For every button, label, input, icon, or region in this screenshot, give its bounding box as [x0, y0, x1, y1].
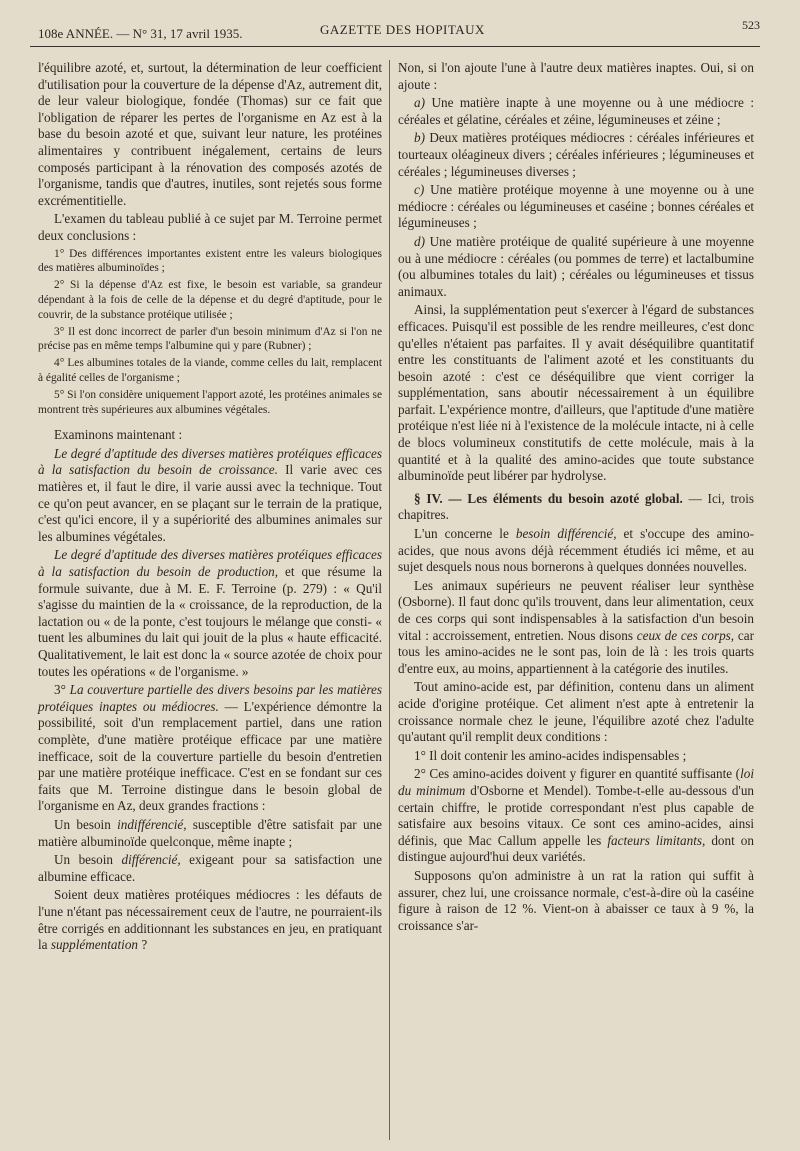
italic-phrase: La couverture partielle des divers besoins par les matières protéiques inaptes ou médiocres.: [38, 682, 382, 714]
section-title: § IV. — Les éléments du besoin azoté global.: [414, 490, 683, 506]
paragraph: Le degré d'aptitude des diverses matières protéiques efficaces à la satisfaction du besoin de croissance. Il varie avec ces matières et, il faut le dire, il varie aussi avec la technique. Tout ce qu'on peut avancer, en se plaçant sur le terrain de la pratique, c'est qu'ici encore, il y a supériorité des albumines animales sur les albumines végétales.: [38, 445, 383, 544]
paragraph: Un besoin indifférencié, susceptible d'être satisfait par une matière albuminoïde quelconque, même inapte ;: [38, 816, 382, 849]
paragraph: Un besoin différencié, exigeant pour sa satisfaction une albumine efficace.: [38, 852, 382, 884]
paragraph: L'un concerne le besoin différencié, et s'occupe des amino-acides, que nous avons déjà récemment étudiés ici même, et au sujet desquels nous nous bornerons à quelques données nouvelles.: [398, 526, 754, 575]
right-column: [398, 60, 754, 936]
paragraph: Non, si l'on ajoute l'une à l'autre deux matières inaptes. Oui, si on ajoute :: [398, 60, 754, 92]
paragraph: Examinons maintenant :: [54, 427, 183, 443]
issue-info: 108e ANNÉE. — N° 31, 17 avril 1935.: [38, 26, 243, 41]
paragraph: l'équilibre azoté, et, surtout, la détermination de leur coefficient d'utilisation pour la couverture de la dépense d'Az, autrement dit, de leur valeur biologique, fondée (Thomas) sur ce fait que l'obligation de réparer les pertes de l'organisme en Az est à la base du besoin azoté et que, suivant leur nature, les protéines alimentaires y contribuent inégalement, certains de leurs composés participant à la rénovation des composés azotés de l'organisme, tandis que d'autres, inutiles, sont rejetés sous forme excrémentitielle.: [38, 60, 382, 208]
left-column: [38, 60, 382, 956]
list-item: d) Une matière protéique de qualité supérieure à une moyenne ou à une médiocre : céréales (ou pommes de terre) et lactalbumine (ou albumines totales du lait) ; céréales ou légumineuses et tissus animaux.: [398, 233, 754, 299]
paragraph: Le degré d'aptitude des diverses matières protéiques efficaces à la satisfaction du besoin de production, et que résume la formule suivante, due à M. E. F. Terroine (p. 279) : « Qu'il s'agisse du maintien de la « croissance, de la reproduction, de la lactation ou « de la ponte, c'est toujours le mélange que consti- « tuent les albumines du lait qui jouit de la plus « haute efficacité. Qualitativement, le lait est donc la « source azotée de choix pour toutes les opérations « de l'organisme. »: [38, 547, 382, 679]
list-item: b) Deux matières protéiques médiocres : céréales inférieures et tourteaux oléagineux divers ; céréales inférieures ; légumineuses et céréales ; légumineuses diverses ;: [398, 130, 754, 179]
paragraph: 3° La couverture partielle des divers besoins par les matières protéiques inaptes ou médiocres. — L'expérience démontre la possibilité, soit d'un remplacement partiel, dans une ration complète, d'une matière protéique efficace par une matière inefficace, soit de la couverture partielle du besoin d'entretien par une matière protéique inefficace. C'est en se fondant sur ces faits que M. Terroine distingue dans le besoin global de l'organisme en Az, deux grandes fractions :: [38, 682, 382, 814]
paragraph: L'examen du tableau publié à ce sujet par M. Terroine permet deux conclusions :: [38, 211, 382, 243]
conclusion-2: 2° Si la dépense d'Az est fixe, le besoin est variable, sa grandeur dépendant à la fois de celle de la dépense et du degré d'aptitude, pour le couvrir, de la substance protéique utilisée ;: [38, 279, 382, 321]
italic-phrase: Le degré d'aptitude des diverses matières protéiques efficaces à la satisfaction du besoin de croissance.: [38, 445, 382, 478]
column-divider: [389, 60, 390, 1140]
paragraph: Ainsi, la supplémentation peut s'exercer à l'égard de substances efficaces. Puisqu'il est possible de les rendre meilleures, c'est donc qu'elles n'étaient pas parfaites. Il y avait déséquilibre quantitatif entre les constituants de l'aliment azoté et les constituants du besoin azoté : c'est ce déséquilibre que vient corriger la supplémentation, sans aboutir nécessairement à un équilibre parfait. L'expérience montre, d'ailleurs, que l'aptitude d'une matière protéique n'est liée ni à l'existence de la molécule intacte, ni à celle de blocs volumineux constitutifs de cette molécule, mais à la quantité et à la qualité des amino-acides que toute substance albuminoïde peut libérer par hydrolyse.: [398, 302, 754, 484]
paragraph: Supposons qu'on administre à un rat la ration qui suffit à assurer, chez lui, une croissance normale, c'est-à-dire où la caséine figure à raison de 12 %. Vient-on à abaisser ce taux à 9 %, la croissance s'ar-: [398, 867, 754, 933]
conclusion-3: 3° Il est donc incorrect de parler d'un besoin minimum d'Az si l'on ne précise pas en même temps l'albumine qui y pare (Rubner) ;: [38, 325, 382, 353]
section-heading: § IV. — Les éléments du besoin azoté global. — Ici, trois chapitres.: [398, 490, 754, 523]
paragraph: Les animaux supérieurs ne peuvent réaliser leur synthèse (Osborne). Il faut donc qu'ils trouvent, dans leur alimentation, ceux de ces corps qui sont indispensables à la satisfaction d'un besoin vital : accroissement, entretien. Nous disons ceux de ces corps, car tous les amino-acides ne le sont pas, loin de là : les trois quarts d'entre eux, au moins, appartiennent à la catégorie des inutiles.: [398, 577, 754, 676]
paragraph: Soient deux matières protéiques médiocres : les défauts de l'une n'étant pas nécessairement ceux de l'autre, ne pourraient-ils être corrigés en additionnant les substances en jeu, en pratiquant la supplémentation ?: [38, 887, 382, 953]
conclusion-5: 5° Si l'on considère uniquement l'apport azoté, les protéines animales se montrent très supérieures aux albumines végétales.: [38, 388, 382, 416]
list-item: a) Une matière inapte à une moyenne ou à une médiocre : céréales et gélatine, céréales et zéine, légumineuses et zéine ;: [398, 95, 754, 127]
running-header: [30, 18, 760, 46]
paragraph: 1° Il doit contenir les amino-acides indispensables ;: [414, 747, 687, 763]
conclusion-4: 4° Les albumines totales de la viande, comme celles du lait, remplacent à égalité celles de l'organisme ;: [38, 357, 382, 384]
italic-phrase: Le degré d'aptitude des diverses matières protéiques efficaces à la satisfaction du besoin de production,: [38, 547, 382, 580]
page-number: 523: [742, 18, 760, 32]
header-rule: [30, 46, 760, 47]
paragraph: Tout amino-acide est, par définition, contenu dans un aliment acide d'origine protéique. Cet aliment n'est apte à entretenir la croissance normale chez le jeune, l'équilibre azoté chez l'adulte qu'autant qu'il remplit deux conditions :: [398, 679, 754, 745]
paragraph: 2° Ces amino-acides doivent y figurer en quantité suffisante (loi du minimum d'Osborne et Mendel). Tombe-t-elle au-dessous d'un certain chiffre, le protide correspondant n'est plus capable de satisfaire aux besoins vitaux. Ce sont ces amino-acides, ainsi définis, que Mac Callum appelle les facteurs limitants, dont on distingue aujourd'hui deux variétés.: [398, 766, 755, 865]
conclusion-1: 1° Des différences importantes existent entre les valeurs biologiques des matières albuminoïdes ;: [38, 247, 382, 275]
list-item: c) Une matière protéique moyenne à une moyenne ou à une médiocre : céréales ou légumineuses et caséine ; bonnes céréales et légumineuses ;: [398, 182, 754, 231]
journal-title: GAZETTE DES HOPITAUX: [320, 22, 485, 37]
